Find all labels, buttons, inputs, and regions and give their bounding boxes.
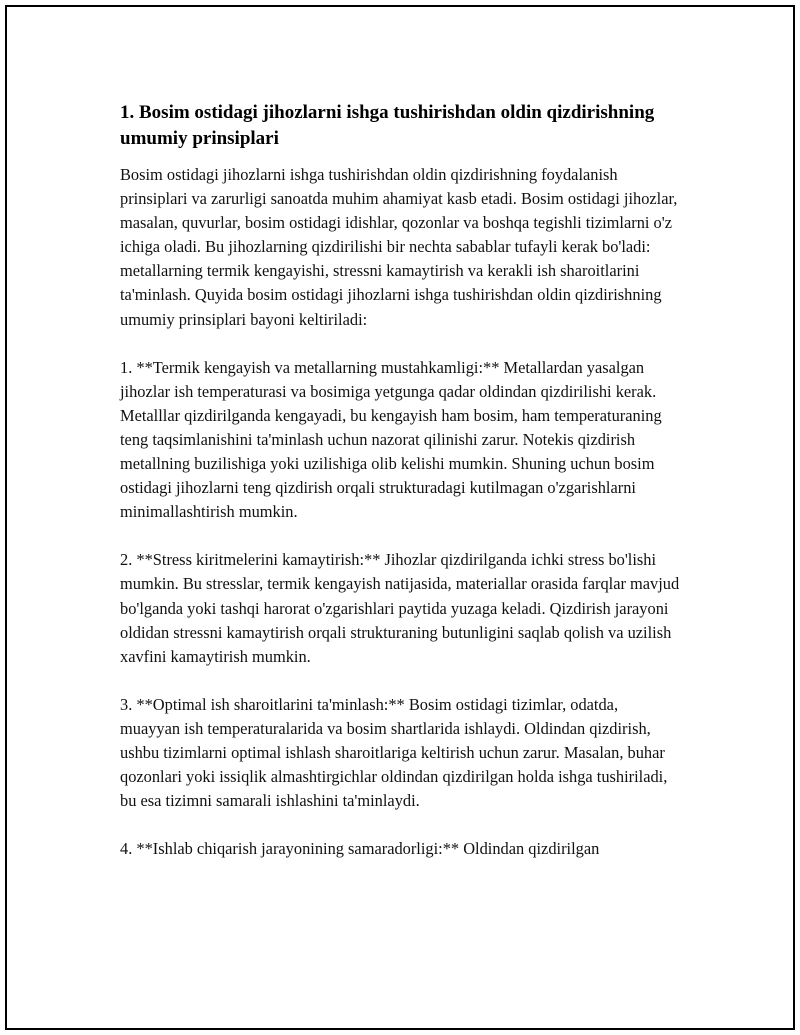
document-body xyxy=(120,100,680,885)
section-title: 1. Bosim ostidagi jihozlarni ishga tushirishdan oldin qizdirishning umumiy prinsiplari xyxy=(120,102,655,149)
paragraph-production-efficiency: 4. **Ishlab chiqarish jarayonining samaradorligi:** Oldindan qizdirilgan xyxy=(120,839,600,859)
paragraph-stress-reduction: 2. **Stress kiritmelerini kamaytirish:** Jihozlar qizdirilganda ichki stress bo'lishi mumkin. Bu stresslar, termik kengayish natijasida, materiallar orasida farqlar mavjud bo'lganda yoki tashqi harorat o'zgarishlari paytida yuzaga keladi. Qizdirish jarayoni oldidan stressni kamaytirish orqali strukturaning butunligini saqlab qolish va uzilish xavfini kamaytirish mumkin. xyxy=(120,550,680,666)
page-frame xyxy=(5,5,795,1030)
intro-paragraph: Bosim ostidagi jihozlarni ishga tushirishdan oldin qizdirishning foydalanish prinsiplari va zarurligi sanoatda muhim ahamiyat kasb etadi. Bosim ostidagi jihozlar, masalan, quvurlar, bosim ostidagi idishlar, qozonlar va boshqa tegishli tizimlarni o'z ichiga oladi. Bu jihozlarning qizdirilishi bir nechta sabablar tufayli kerak bo'ladi: metallarning termik kengayishi, stressni kamaytirish va kerakli ish sharoitlarini ta'minlash. Quyida bosim ostidagi jihozlarni ishga tushirishdan oldin qizdirishning umumiy prinsiplari bayoni keltiriladi: xyxy=(120,165,678,329)
paragraph-thermal-expansion: 1. **Termik kengayish va metallarning mustahkamligi:** Metallardan yasalgan jihozlar ish temperaturasi va bosimiga yetgunga qadar oldindan qizdirilishi kerak. Metalllar qizdirilganda kengayadi, bu kengayish ham bosim, ham temperaturaning teng taqsimlanishini ta'minlash uchun nazorat qilinishi zarur. Notekis qizdirish metallning buzilishiga yoki uzilishiga olib kelishi mumkin. Shuning uchun bosim ostidagi jihozlarni teng qizdirish orqali strukturadagi kutilmagan o'zgarishlarni minimallashtirish mumkin. xyxy=(120,357,662,522)
paragraph-optimal-conditions: 3. **Optimal ish sharoitlarini ta'minlash:** Bosim ostidagi tizimlar, odatda, muayyan ish temperaturalarida va bosim shartlarida ishlaydi. Oldindan qizdirish, ushbu tizimlarni optimal ishlash sharoitlariga keltirish uchun zarur. Masalan, buhar qozonlari yoki issiqlik almashtirgichlar oldindan qizdirilgan holda ishga tushiriladi, bu esa tizimni samarali ishlashini ta'minlaydi. xyxy=(120,694,668,811)
